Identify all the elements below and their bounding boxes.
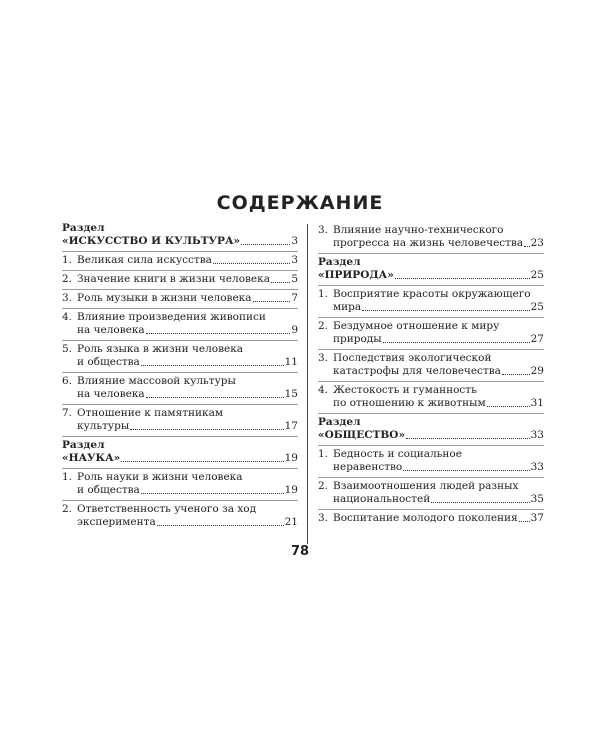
- entry-page: 25: [530, 301, 544, 313]
- entry-title: Великая сила искусства: [77, 254, 212, 266]
- entry-number: 2.: [318, 320, 329, 332]
- entry-title: Бездумное отношение к миру: [333, 320, 500, 332]
- entry-title: и общества: [77, 356, 140, 368]
- entry-title: Влияние произведения живописи: [77, 311, 266, 323]
- entry-title: Взаимоотношения людей разных: [333, 480, 519, 492]
- entry-page: 23: [530, 237, 544, 249]
- entry-number: 6.: [62, 375, 73, 387]
- entry-number: 3.: [318, 352, 329, 364]
- section-label: Раздел: [318, 416, 361, 428]
- toc-entry: [318, 222, 544, 254]
- entry-number: 4.: [318, 384, 329, 396]
- entry-page: 33: [530, 461, 544, 473]
- entry-title: Влияние массовой культуры: [77, 375, 236, 387]
- entry-page: 11: [284, 356, 298, 368]
- entry-title: культуры: [77, 420, 130, 432]
- toc-section-nature: [318, 254, 544, 286]
- entry-title: Бедность и социальное: [333, 448, 462, 460]
- entry-title: по отношению к животным: [333, 397, 486, 409]
- section-page: 25: [530, 269, 544, 281]
- entry-number: 1.: [318, 288, 329, 300]
- toc-entry: [62, 373, 298, 405]
- toc-entry: [62, 501, 298, 532]
- toc-entry: [318, 446, 544, 478]
- toc-entry: [318, 382, 544, 414]
- toc-entry: [318, 510, 544, 528]
- section-label: Раздел: [318, 256, 361, 268]
- entry-page: 15: [284, 388, 298, 400]
- entry-page: 29: [530, 365, 544, 377]
- entry-number: 3.: [318, 224, 329, 236]
- page-title: СОДЕРЖАНИЕ: [216, 192, 384, 214]
- toc-section-science: [62, 437, 298, 469]
- entry-page: 3: [291, 254, 298, 266]
- entry-number: 1.: [318, 448, 329, 460]
- entry-page: 5: [291, 273, 298, 285]
- entry-number: 3.: [62, 292, 73, 304]
- entry-page: 35: [530, 493, 544, 505]
- section-page: 33: [530, 429, 544, 441]
- entry-title: национальностей: [333, 493, 431, 505]
- section-page: 3: [291, 235, 298, 247]
- entry-title: Роль музыки в жизни человека: [77, 292, 252, 304]
- entry-title: Жестокость и гуманность: [333, 384, 477, 396]
- entry-number: 2.: [318, 480, 329, 492]
- toc-list-science-cont: [318, 222, 544, 254]
- toc-entry: [62, 271, 298, 290]
- section-name: «ИСКУССТВО И КУЛЬТУРА»: [62, 235, 241, 247]
- section-page: 19: [284, 452, 298, 464]
- entry-number: 1.: [62, 471, 73, 483]
- entry-page: 37: [530, 512, 544, 524]
- entry-title: и общества: [77, 484, 140, 496]
- toc-right-column: [318, 222, 544, 528]
- toc-list-society: [318, 446, 544, 528]
- toc-entry: [62, 290, 298, 309]
- page-number: 78: [290, 544, 310, 559]
- toc-entry: [62, 469, 298, 501]
- entry-page: 9: [291, 324, 298, 336]
- toc-section-society: [318, 414, 544, 446]
- entry-number: 5.: [62, 343, 73, 355]
- entry-title: Роль науки в жизни человека: [77, 471, 243, 483]
- entry-title: Значение книги в жизни человека: [77, 273, 270, 285]
- toc-entry: [318, 350, 544, 382]
- entry-title: Последствия экологической: [333, 352, 492, 364]
- section-name: «НАУКА»: [62, 452, 121, 464]
- section-name: «ПРИРОДА»: [318, 269, 394, 281]
- section-label: Раздел: [62, 439, 105, 451]
- toc-list-science: [62, 469, 298, 532]
- section-label: Раздел: [62, 222, 105, 234]
- toc-entry: [62, 405, 298, 437]
- toc-entry: [318, 286, 544, 318]
- entry-number: 1.: [62, 254, 73, 266]
- column-divider: [307, 224, 308, 544]
- toc-list-nature: [318, 286, 544, 414]
- entry-title: катастрофы для человечества: [333, 365, 501, 377]
- entry-title: Влияние научно-технического: [333, 224, 504, 236]
- toc-list-art: [62, 252, 298, 437]
- entry-page: 17: [284, 420, 298, 432]
- toc-entry: [62, 341, 298, 373]
- entry-title: эксперимента: [77, 516, 156, 528]
- entry-title: Роль языка в жизни человека: [77, 343, 244, 355]
- entry-page: 7: [291, 292, 298, 304]
- toc-left-column: [62, 222, 298, 532]
- entry-page: 21: [284, 516, 298, 528]
- entry-title: мира: [333, 301, 362, 313]
- entry-title: на человека: [77, 324, 145, 336]
- entry-page: 19: [284, 484, 298, 496]
- entry-title: Отношение к памятникам: [77, 407, 224, 419]
- entry-title: Воспитание молодого поколения: [333, 512, 518, 524]
- entry-title: на человека: [77, 388, 145, 400]
- entry-page: 31: [530, 397, 544, 409]
- toc-entry: [62, 252, 298, 271]
- entry-number: 4.: [62, 311, 73, 323]
- entry-title: Ответственность ученого за ход: [77, 503, 257, 515]
- entry-number: 2.: [62, 503, 73, 515]
- toc-entry: [318, 478, 544, 510]
- section-name: «ОБЩЕСТВО»: [318, 429, 406, 441]
- entry-number: 3.: [318, 512, 329, 524]
- toc-entry: [318, 318, 544, 350]
- entry-title: прогресса на жизнь человечества: [333, 237, 524, 249]
- entry-title: природы: [333, 333, 382, 345]
- entry-number: 2.: [62, 273, 73, 285]
- toc-entry: [62, 309, 298, 341]
- entry-title: неравенство: [333, 461, 403, 473]
- entry-title: Восприятие красоты окружающего: [333, 288, 531, 300]
- entry-number: 7.: [62, 407, 73, 419]
- toc-section-art: [62, 222, 298, 252]
- entry-page: 27: [530, 333, 544, 345]
